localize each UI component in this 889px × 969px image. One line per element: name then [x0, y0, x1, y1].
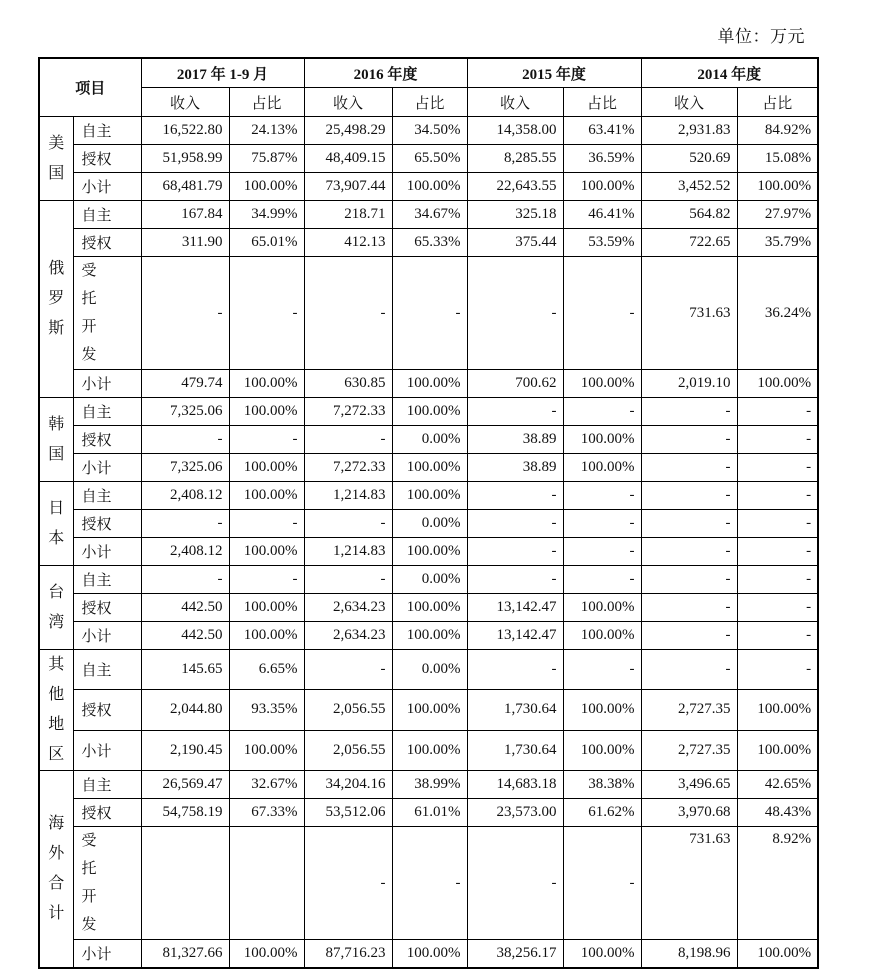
income-cell: 22,643.55 [467, 173, 563, 201]
table-row [39, 510, 818, 538]
share-cell: 100.00% [737, 370, 818, 398]
category-cell [73, 799, 141, 827]
table-body [39, 117, 818, 969]
table-row [39, 730, 818, 770]
income-cell: - [467, 538, 563, 566]
category-label: 授权 [81, 517, 112, 533]
income-cell: - [467, 566, 563, 594]
income-cell: 68,481.79 [141, 173, 229, 201]
category-label: 授权 [81, 806, 112, 822]
table-row [39, 426, 818, 454]
share-cell: 100.00% [563, 454, 641, 482]
region-label [39, 117, 73, 201]
income-cell: - [467, 510, 563, 538]
income-cell: - [304, 426, 392, 454]
income-cell: 3,496.65 [641, 771, 737, 799]
income-cell: - [141, 510, 229, 538]
income-cell: 14,683.18 [467, 771, 563, 799]
share-cell: 65.33% [392, 229, 467, 257]
income-cell: - [467, 827, 563, 940]
income-cell: 1,214.83 [304, 482, 392, 510]
income-cell: 479.74 [141, 370, 229, 398]
share-cell: 93.35% [229, 690, 304, 730]
table-row [39, 482, 818, 510]
category-cell [73, 426, 141, 454]
category-cell [73, 229, 141, 257]
income-cell: 167.84 [141, 201, 229, 229]
share-cell: 100.00% [392, 538, 467, 566]
region-label [39, 482, 73, 566]
share-cell: 100.00% [563, 173, 641, 201]
category-cell [73, 594, 141, 622]
category-label: 授权 [81, 236, 112, 252]
share-cell: - [563, 510, 641, 538]
income-cell: 38.89 [467, 454, 563, 482]
category-label: 自主 [81, 489, 112, 505]
income-cell: 564.82 [641, 201, 737, 229]
share-cell: 100.00% [737, 940, 818, 969]
category-cell [73, 771, 141, 799]
category-label: 小计 [81, 461, 112, 477]
share-cell: - [563, 538, 641, 566]
table-row [39, 650, 818, 690]
header-income: 收入 [304, 88, 392, 117]
income-cell: 8,285.55 [467, 145, 563, 173]
header-income: 收入 [641, 88, 737, 117]
category-label: 授权 [81, 152, 112, 168]
income-cell: 2,634.23 [304, 594, 392, 622]
category-cell [73, 201, 141, 229]
category-label: 自主 [81, 573, 112, 589]
income-cell: 731.63 [641, 827, 737, 940]
income-cell: 218.71 [304, 201, 392, 229]
income-cell: 25,498.29 [304, 117, 392, 145]
header-share: 占比 [737, 88, 818, 117]
income-cell: - [304, 566, 392, 594]
income-cell: - [641, 594, 737, 622]
share-cell: 100.00% [563, 370, 641, 398]
income-cell: 51,958.99 [141, 145, 229, 173]
share-cell: 100.00% [392, 690, 467, 730]
share-cell: 38.99% [392, 771, 467, 799]
region-name: 其他地区 [48, 656, 65, 763]
income-cell: 7,272.33 [304, 398, 392, 426]
income-cell: 325.18 [467, 201, 563, 229]
share-cell: 100.00% [563, 426, 641, 454]
header-share: 占比 [392, 88, 467, 117]
share-cell: - [737, 482, 818, 510]
share-cell: 100.00% [229, 454, 304, 482]
region-name: 海外合计 [48, 815, 65, 922]
share-cell: 8.92% [737, 827, 818, 940]
income-cell: - [641, 426, 737, 454]
header-item: 项目 [39, 58, 141, 117]
share-cell: 100.00% [392, 482, 467, 510]
share-cell: 36.59% [563, 145, 641, 173]
income-cell: 23,573.00 [467, 799, 563, 827]
share-cell: - [737, 454, 818, 482]
header-share: 占比 [563, 88, 641, 117]
income-cell: 145.65 [141, 650, 229, 690]
income-cell: - [641, 566, 737, 594]
share-cell: 0.00% [392, 566, 467, 594]
income-cell: 2,408.12 [141, 482, 229, 510]
income-cell: 722.65 [641, 229, 737, 257]
income-cell: - [641, 398, 737, 426]
table-row [39, 771, 818, 799]
category-cell [73, 145, 141, 173]
share-cell: - [563, 482, 641, 510]
category-label: 自主 [81, 208, 112, 224]
share-cell: 46.41% [563, 201, 641, 229]
income-cell: 412.13 [304, 229, 392, 257]
region-label [39, 771, 73, 969]
income-cell: - [641, 538, 737, 566]
share-cell: 100.00% [392, 730, 467, 770]
category-cell [73, 370, 141, 398]
share-cell: - [737, 566, 818, 594]
income-cell: 48,409.15 [304, 145, 392, 173]
share-cell: - [229, 510, 304, 538]
share-cell: 100.00% [563, 940, 641, 969]
income-cell: 731.63 [641, 257, 737, 370]
category-cell [73, 510, 141, 538]
share-cell: - [563, 566, 641, 594]
category-label: 小计 [81, 743, 112, 760]
table-row [39, 594, 818, 622]
income-cell: 13,142.47 [467, 622, 563, 650]
share-cell: 100.00% [737, 690, 818, 730]
region-label [39, 566, 73, 650]
share-cell: 100.00% [229, 730, 304, 770]
category-label: 受托开发 [81, 833, 105, 933]
income-cell: 26,569.47 [141, 771, 229, 799]
share-cell: 0.00% [392, 650, 467, 690]
share-cell: 67.33% [229, 799, 304, 827]
region-name: 俄罗斯 [48, 260, 65, 337]
share-cell: 35.79% [737, 229, 818, 257]
revenue-table [38, 57, 819, 969]
category-cell [73, 566, 141, 594]
income-cell: - [141, 566, 229, 594]
share-cell: 84.92% [737, 117, 818, 145]
table-row [39, 117, 818, 145]
income-cell: 87,716.23 [304, 940, 392, 969]
header-period: 2016 年度 [304, 58, 467, 88]
category-label: 自主 [81, 124, 112, 140]
share-cell: 100.00% [229, 482, 304, 510]
income-cell: - [641, 510, 737, 538]
region-label [39, 398, 73, 482]
income-cell: 3,452.52 [641, 173, 737, 201]
income-cell: 81,327.66 [141, 940, 229, 969]
share-cell: 32.67% [229, 771, 304, 799]
share-cell: 24.13% [229, 117, 304, 145]
header-period: 2017 年 1-9 月 [141, 58, 304, 88]
income-cell: 2,019.10 [641, 370, 737, 398]
income-cell: 2,727.35 [641, 690, 737, 730]
region-name: 美国 [48, 134, 65, 182]
category-label: 小计 [81, 629, 112, 645]
income-cell: 8,198.96 [641, 940, 737, 969]
region-name: 日本 [48, 499, 65, 547]
income-cell: - [304, 827, 392, 940]
category-cell [73, 482, 141, 510]
header-share: 占比 [229, 88, 304, 117]
share-cell: 100.00% [392, 398, 467, 426]
table-row [39, 799, 818, 827]
share-cell: 100.00% [229, 173, 304, 201]
table-row [39, 454, 818, 482]
share-cell: - [563, 398, 641, 426]
share-cell: 34.99% [229, 201, 304, 229]
income-cell: 442.50 [141, 594, 229, 622]
share-cell: 100.00% [392, 940, 467, 969]
share-cell: 42.65% [737, 771, 818, 799]
table-row [39, 827, 818, 940]
table-row [39, 940, 818, 969]
income-cell: 442.50 [141, 622, 229, 650]
category-cell [73, 827, 141, 940]
share-cell: 65.50% [392, 145, 467, 173]
table-row [39, 398, 818, 426]
share-cell: 100.00% [229, 940, 304, 969]
income-cell: 2,727.35 [641, 730, 737, 770]
income-cell: - [304, 650, 392, 690]
category-cell [73, 538, 141, 566]
category-label: 授权 [81, 703, 112, 720]
income-cell: 7,272.33 [304, 454, 392, 482]
region-label [39, 201, 73, 398]
income-cell: 34,204.16 [304, 771, 392, 799]
share-cell: 100.00% [737, 173, 818, 201]
header-income: 收入 [467, 88, 563, 117]
income-cell: - [641, 622, 737, 650]
category-label: 小计 [81, 545, 112, 561]
category-cell [73, 730, 141, 770]
share-cell: 61.62% [563, 799, 641, 827]
income-cell: - [141, 257, 229, 370]
category-label: 小计 [81, 947, 112, 963]
share-cell: - [737, 426, 818, 454]
income-cell: 2,931.83 [641, 117, 737, 145]
region-name: 台湾 [48, 583, 65, 631]
income-cell: 7,325.06 [141, 398, 229, 426]
share-cell: 34.67% [392, 201, 467, 229]
income-cell: - [467, 650, 563, 690]
table-row [39, 690, 818, 730]
category-label: 受托开发 [81, 263, 105, 363]
share-cell: 100.00% [229, 594, 304, 622]
income-cell: 14,358.00 [467, 117, 563, 145]
share-cell: 100.00% [563, 622, 641, 650]
share-cell: 61.01% [392, 799, 467, 827]
income-cell: - [304, 510, 392, 538]
share-cell: - [737, 510, 818, 538]
table-row [39, 257, 818, 370]
income-cell: 311.90 [141, 229, 229, 257]
income-cell: 7,325.06 [141, 454, 229, 482]
header-income: 收入 [141, 88, 229, 117]
income-cell: 16,522.80 [141, 117, 229, 145]
income-cell: - [641, 482, 737, 510]
share-cell: 15.08% [737, 145, 818, 173]
share-cell: - [563, 827, 641, 940]
category-cell [73, 398, 141, 426]
income-cell: 700.62 [467, 370, 563, 398]
share-cell: 34.50% [392, 117, 467, 145]
share-cell: - [563, 650, 641, 690]
share-cell: 100.00% [392, 622, 467, 650]
unit-label: 单位：万元 [717, 27, 805, 46]
table-row [39, 201, 818, 229]
income-cell: 3,970.68 [641, 799, 737, 827]
share-cell: 100.00% [392, 370, 467, 398]
share-cell: - [737, 594, 818, 622]
income-cell: 630.85 [304, 370, 392, 398]
category-cell [73, 622, 141, 650]
share-cell [229, 827, 304, 940]
category-label: 授权 [81, 433, 112, 449]
category-label: 自主 [81, 405, 112, 421]
category-cell [73, 257, 141, 370]
income-cell: - [141, 426, 229, 454]
share-cell: 100.00% [737, 730, 818, 770]
share-cell: - [737, 650, 818, 690]
share-cell: 53.59% [563, 229, 641, 257]
share-cell: 0.00% [392, 426, 467, 454]
table-row [39, 566, 818, 594]
category-cell [73, 173, 141, 201]
share-cell: - [737, 398, 818, 426]
region-label [39, 650, 73, 771]
share-cell: - [563, 257, 641, 370]
share-cell: 48.43% [737, 799, 818, 827]
income-cell: 54,758.19 [141, 799, 229, 827]
table-row [39, 538, 818, 566]
table-row [39, 229, 818, 257]
share-cell: - [229, 426, 304, 454]
share-cell: 100.00% [392, 173, 467, 201]
income-cell: 38.89 [467, 426, 563, 454]
share-cell: 100.00% [563, 730, 641, 770]
income-cell: 2,408.12 [141, 538, 229, 566]
share-cell: 6.65% [229, 650, 304, 690]
category-cell [73, 454, 141, 482]
category-label: 自主 [81, 778, 112, 794]
income-cell: 2,634.23 [304, 622, 392, 650]
share-cell: 100.00% [563, 594, 641, 622]
income-cell: 73,907.44 [304, 173, 392, 201]
income-cell [141, 827, 229, 940]
share-cell: 63.41% [563, 117, 641, 145]
income-cell: 2,056.55 [304, 730, 392, 770]
income-cell: - [467, 482, 563, 510]
share-cell: 65.01% [229, 229, 304, 257]
header-period: 2015 年度 [467, 58, 641, 88]
income-cell: 2,056.55 [304, 690, 392, 730]
income-cell: - [467, 257, 563, 370]
share-cell: 100.00% [229, 398, 304, 426]
income-cell: 1,730.64 [467, 730, 563, 770]
category-cell [73, 690, 141, 730]
income-cell: - [467, 398, 563, 426]
income-cell: 53,512.06 [304, 799, 392, 827]
income-cell: - [641, 454, 737, 482]
table-row [39, 622, 818, 650]
income-cell: 13,142.47 [467, 594, 563, 622]
share-cell: 100.00% [229, 370, 304, 398]
share-cell: 36.24% [737, 257, 818, 370]
category-cell [73, 117, 141, 145]
income-cell: 2,044.80 [141, 690, 229, 730]
income-cell: 375.44 [467, 229, 563, 257]
share-cell: 75.87% [229, 145, 304, 173]
income-cell: 2,190.45 [141, 730, 229, 770]
share-cell: 0.00% [392, 510, 467, 538]
share-cell: 100.00% [392, 454, 467, 482]
region-name: 韩国 [48, 415, 65, 463]
income-cell: 1,214.83 [304, 538, 392, 566]
share-cell: - [392, 827, 467, 940]
category-label: 小计 [81, 180, 112, 196]
share-cell: 100.00% [229, 622, 304, 650]
share-cell: 100.00% [229, 538, 304, 566]
category-cell [73, 940, 141, 969]
share-cell: - [229, 566, 304, 594]
share-cell: 100.00% [392, 594, 467, 622]
share-cell: 27.97% [737, 201, 818, 229]
share-cell: - [229, 257, 304, 370]
share-cell: - [737, 538, 818, 566]
table-row [39, 370, 818, 398]
income-cell: 38,256.17 [467, 940, 563, 969]
share-cell: - [392, 257, 467, 370]
header-period: 2014 年度 [641, 58, 818, 88]
category-label: 授权 [81, 601, 112, 617]
category-cell [73, 650, 141, 690]
table-row [39, 145, 818, 173]
income-cell: - [304, 257, 392, 370]
table-row [39, 173, 818, 201]
category-label: 小计 [81, 377, 112, 393]
income-cell: 1,730.64 [467, 690, 563, 730]
income-cell: 520.69 [641, 145, 737, 173]
income-cell: - [641, 650, 737, 690]
share-cell: 38.38% [563, 771, 641, 799]
category-label: 自主 [81, 663, 112, 680]
share-cell: 100.00% [563, 690, 641, 730]
share-cell: - [737, 622, 818, 650]
